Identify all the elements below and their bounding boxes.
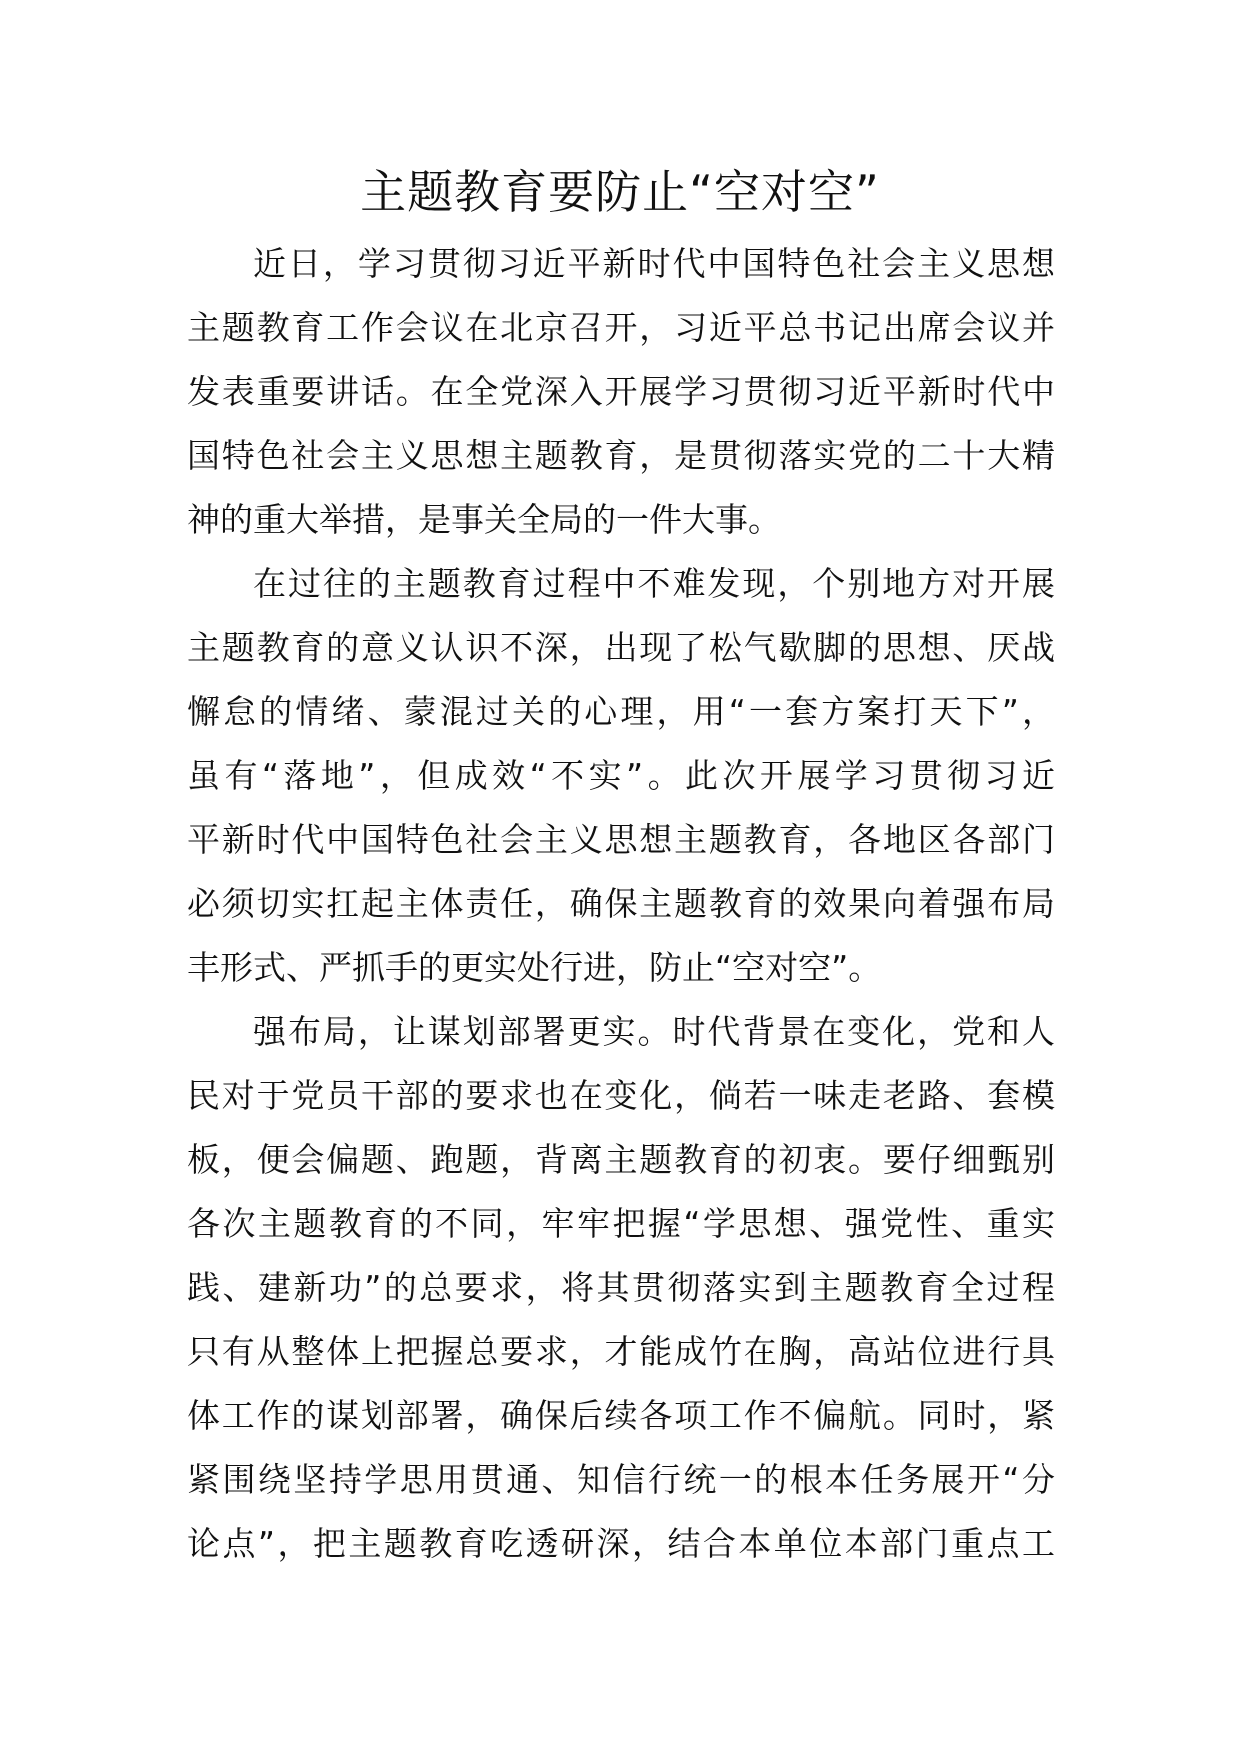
paragraph-line: 只有从整体上把握总要求，才能成竹在胸，高站位进行具 xyxy=(187,1332,1055,1371)
paragraph-line: 国特色社会主义思想主题教育，是贯彻落实党的二十大精 xyxy=(187,436,1055,475)
paragraph-line: 主题教育工作会议在北京召开，习近平总书记出席会议并 xyxy=(187,308,1055,347)
paragraph-line: 紧围绕坚持学思用贯通、知信行统一的根本任务展开“分 xyxy=(187,1460,1055,1499)
paragraph-line: 平新时代中国特色社会主义思想主题教育，各地区各部门 xyxy=(187,820,1055,859)
paragraph-line: 板，便会偏题、跑题，背离主题教育的初衷。要仔细甄别 xyxy=(187,1140,1055,1179)
paragraph-line: 强布局，让谋划部署更实。时代背景在变化，党和人 xyxy=(253,1012,1055,1051)
paragraph-line: 在过往的主题教育过程中不难发现，个别地方对开展 xyxy=(253,564,1055,603)
paragraph-1 xyxy=(187,232,1055,552)
document-title: 主题教育要防止“空对空” xyxy=(360,165,880,219)
paragraph-line: 践、建新功”的总要求，将其贯彻落实到主题教育全过程 xyxy=(187,1268,1055,1307)
paragraph-line: 近日，学习贯彻习近平新时代中国特色社会主义思想 xyxy=(253,244,1055,283)
paragraph-line: 民对于党员干部的要求也在变化，倘若一味走老路、套模 xyxy=(187,1076,1055,1115)
paragraph-line: 发表重要讲话。在全党深入开展学习贯彻习近平新时代中 xyxy=(187,372,1055,411)
paragraph-line: 主题教育的意义认识不深，出现了松气歇脚的思想、厌战 xyxy=(187,628,1055,667)
paragraph-line: 懈怠的情绪、蒙混过关的心理，用“一套方案打天下”， xyxy=(187,692,1055,731)
paragraph-line: 论点”，把主题教育吃透研深，结合本单位本部门重点工 xyxy=(187,1524,1055,1563)
paragraph-line: 虽有“落地”，但成效“不实”。此次开展学习贯彻习近 xyxy=(187,756,1055,795)
paragraph-line: 丰形式、严抓手的更实处行进，防止“空对空”。 xyxy=(187,948,882,987)
paragraph-line: 体工作的谋划部署，确保后续各项工作不偏航。同时，紧 xyxy=(187,1396,1055,1435)
paragraph-line: 神的重大举措，是事关全局的一件大事。 xyxy=(187,500,781,539)
document-body xyxy=(187,232,1055,1576)
paragraph-2 xyxy=(187,552,1055,1000)
paragraph-line: 必须切实扛起主体责任，确保主题教育的效果向着强布局 xyxy=(187,884,1055,923)
paragraph-line: 各次主题教育的不同，牢牢把握“学思想、强党性、重实 xyxy=(187,1204,1055,1243)
paragraph-3 xyxy=(187,1000,1055,1576)
